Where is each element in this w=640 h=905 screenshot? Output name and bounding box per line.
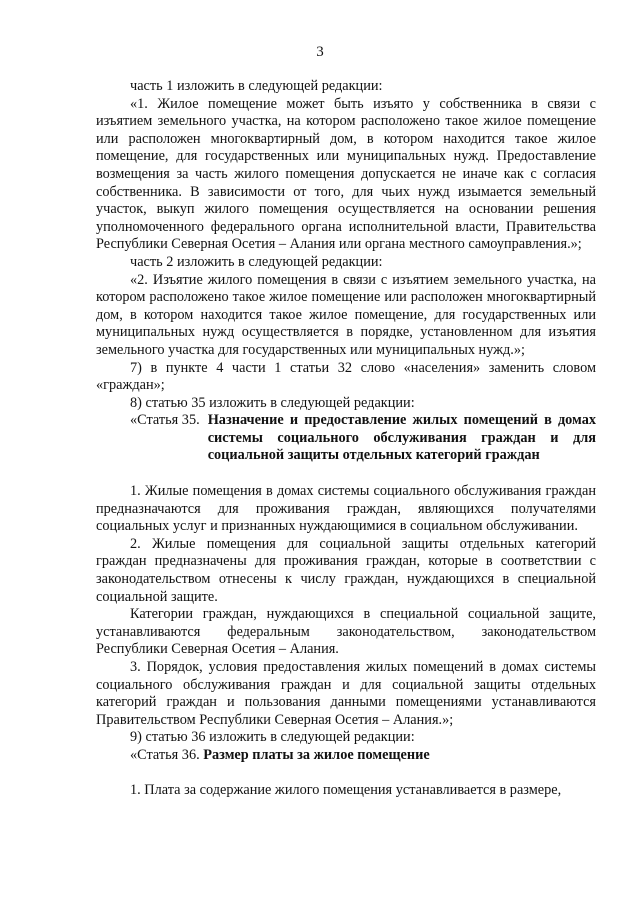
article-36-heading	[96, 747, 596, 765]
paragraph-item8: 8) статью 35 изложить в следующей редакции:	[130, 394, 415, 411]
paragraph-item9: 9) статью 36 изложить в следующей редакции:	[130, 729, 415, 746]
article-35-point-1: 1. Жилые помещения в домах системы социального обслуживания граждан предназначаются для проживания граждан, являющихся получателями социальных услуг и признанных нуждающимися в социальном обслуживании.	[96, 483, 596, 535]
spacer	[96, 465, 596, 483]
paragraph-part2-text: «2. Изъятие жилого помещения в связи с изъятием земельного участка, на котором расположено такое жилое помещение или расположен многоквартирный дом, в котором находится такое жилое помещение, для государственных или муниципальных нужд осуществляется в порядке, установленном для изъятия земельного участка для государственных или муниципальных нужд.»;	[96, 271, 596, 358]
paragraph-part1-text: «1. Жилое помещение может быть изъято у собственника в связи с изъятием земельного участка, на котором расположено такое жилое помещение или расположен многоквартирный дом, в котором находится такое жилое помещение, для государственных или муниципальных нужд. Предоставление возмещения за часть жилого помещения допускается не иначе как с согласия собственника. В зависимости от того, для чьих нужд изымается земельный участок, выкуп жилого помещения осуществляется на основании решения уполномоченного федерального органа исполнительной власти, Правительства Республики Северная Осетия – Алания или органа местного самоуправления.»;	[96, 95, 596, 253]
paragraph-part2-intro: часть 2 изложить в следующей редакции:	[130, 253, 383, 270]
article-35-heading	[96, 412, 596, 465]
page-number: 3	[316, 44, 324, 60]
article-35-categories: Категории граждан, нуждающихся в специальной социальной защите, устанавливаются федеральным законодательством, законодательством Республики Северная Осетия – Алания.	[96, 606, 596, 658]
paragraph-item7: 7) в пункте 4 части 1 статьи 32 слово «населения» заменить словом «граждан»;	[96, 359, 596, 394]
article-36-prefix: «Статья 36.	[130, 746, 200, 763]
document-body	[96, 78, 596, 799]
article-35-point-3: 3. Порядок, условия предоставления жилых помещений в домах системы социального обслуживания граждан и для социальной защиты отдельных категорий граждан и пользования данными помещениями устанавливаются Правительством Республики Северная Осетия – Алания.»;	[96, 659, 596, 728]
article-36-point-1: 1. Плата за содержание жилого помещения устанавливается в размере,	[130, 781, 562, 798]
spacer	[96, 765, 596, 782]
paragraph-part1-intro: часть 1 изложить в следующей редакции:	[130, 78, 383, 94]
article-35-point-2: 2. Жилые помещения для социальной защиты отдельных категорий граждан предназначены для проживания граждан, которые в соответствии с законодательством отнесены к числу граждан, нуждающихся в специальной социальной защите.	[96, 535, 596, 605]
article-36-title: Размер платы за жилое помещение	[203, 746, 430, 763]
article-35-title: Назначение и предоставление жилых помещений в домах системы социального обслуживания граждан и для социальной защиты отдельных категорий граждан	[207, 412, 596, 464]
article-35-prefix: «Статья 35.	[130, 412, 200, 429]
